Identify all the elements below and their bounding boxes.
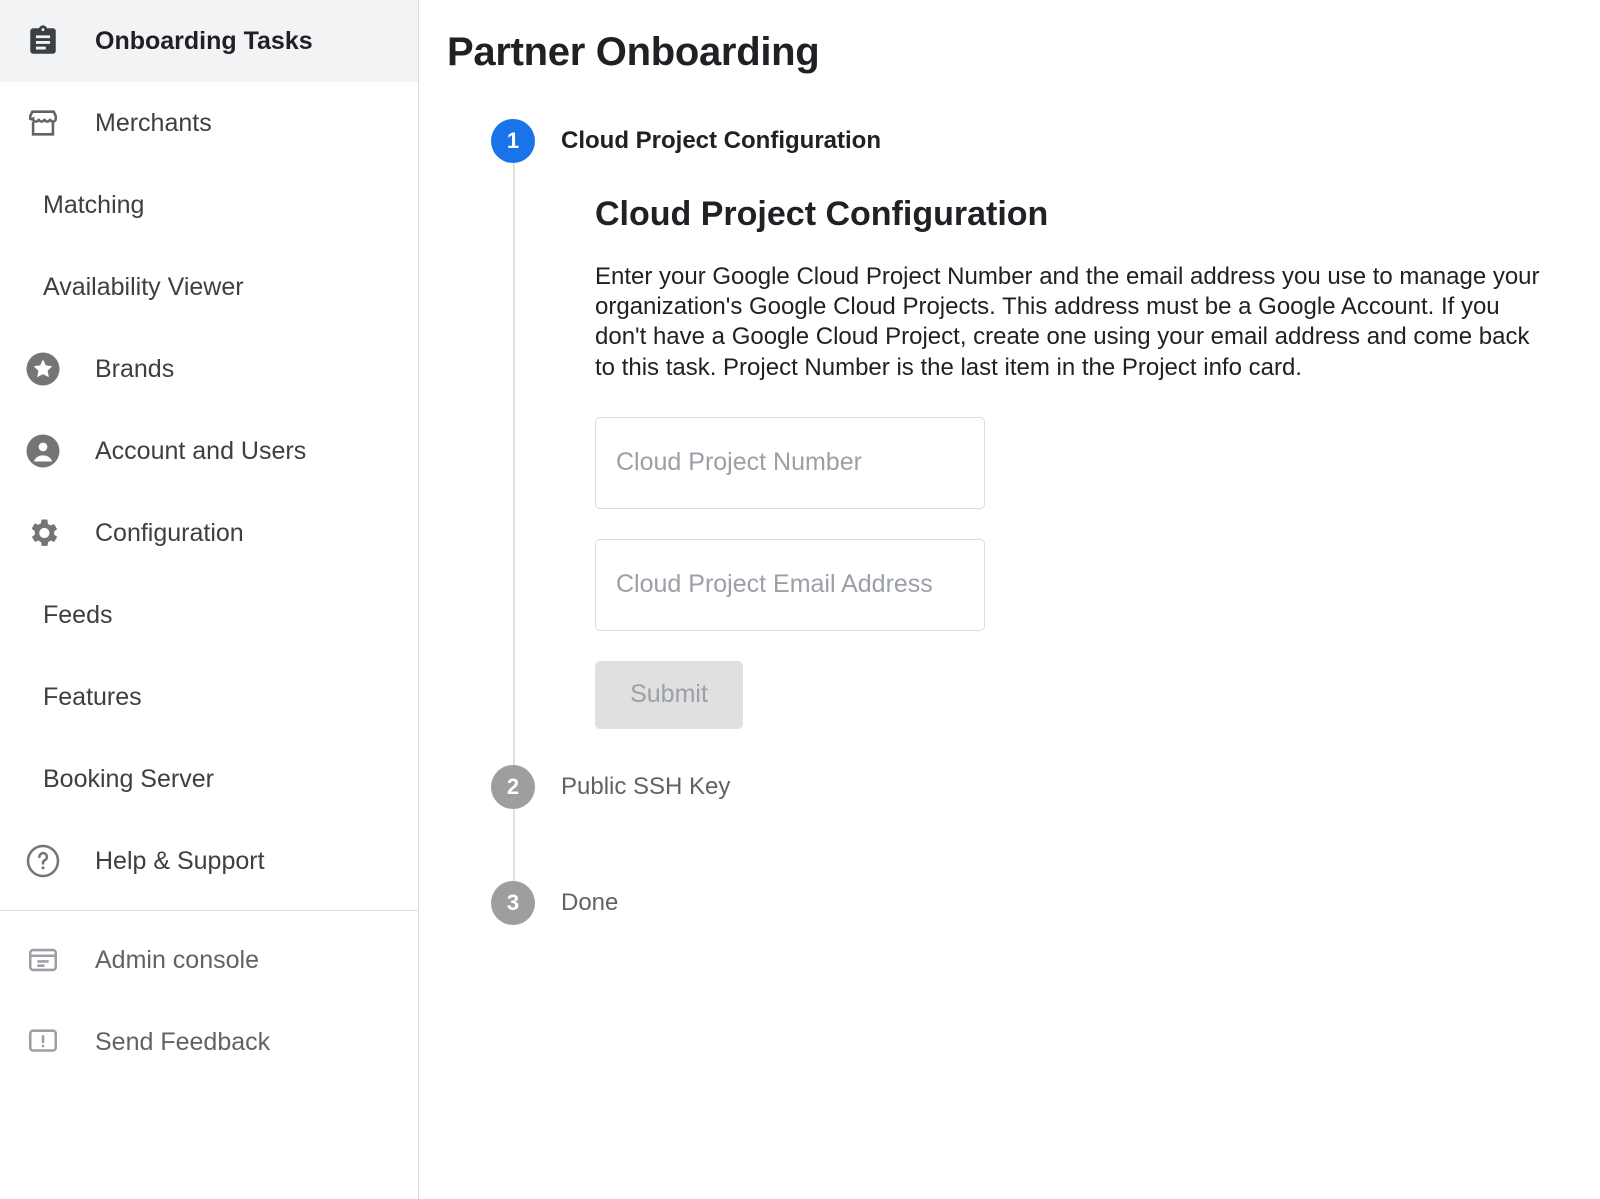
person-icon <box>22 430 64 472</box>
sidebar-item-label: Brands <box>95 354 175 383</box>
sidebar-item-label: Booking Server <box>43 764 214 793</box>
cloud-project-number-input[interactable] <box>595 417 985 509</box>
help-icon <box>22 840 64 882</box>
section-title: Cloud Project Configuration <box>595 195 1049 233</box>
store-icon <box>22 102 64 144</box>
sidebar-item-label: Configuration <box>95 518 244 547</box>
step-done <box>491 881 1600 925</box>
gear-icon <box>22 512 64 554</box>
sidebar-item-brands[interactable] <box>0 328 418 410</box>
step-body <box>513 809 1600 881</box>
submit-button[interactable]: Submit <box>595 661 743 729</box>
step-cloud-project-configuration <box>491 119 1600 765</box>
sidebar-item-admin-console[interactable] <box>0 919 418 1001</box>
sidebar-item-feeds[interactable] <box>0 574 418 656</box>
sidebar-item-label: Help & Support <box>95 846 265 875</box>
step-number-badge: 1 <box>491 119 535 163</box>
sidebar-item-label: Matching <box>43 190 145 219</box>
sidebar-item-features[interactable] <box>0 656 418 738</box>
sidebar-item-label: Feeds <box>43 600 113 629</box>
step-header[interactable] <box>491 765 1600 809</box>
sidebar-item-merchants[interactable] <box>0 82 418 164</box>
sidebar-item-label: Account and Users <box>95 436 307 465</box>
sidebar-item-availability-viewer[interactable] <box>0 246 418 328</box>
sidebar-item-onboarding-tasks[interactable] <box>0 0 418 82</box>
main-content <box>419 0 1600 1199</box>
sidebar-divider <box>0 910 418 911</box>
star-icon <box>22 348 64 390</box>
step-title: Done <box>561 888 619 916</box>
step-number-badge: 2 <box>491 765 535 809</box>
step-header[interactable] <box>491 119 1600 163</box>
cloud-project-email-input[interactable] <box>595 539 985 631</box>
step-number-badge: 3 <box>491 881 535 925</box>
sidebar-item-matching[interactable] <box>0 164 418 246</box>
admin-console-icon <box>22 939 64 981</box>
sidebar-item-label: Onboarding Tasks <box>95 26 313 55</box>
sidebar-item-account-and-users[interactable] <box>0 410 418 492</box>
step-header[interactable] <box>491 881 1600 925</box>
sidebar-item-label: Merchants <box>95 108 212 137</box>
step-title: Public SSH Key <box>561 772 731 800</box>
sidebar <box>0 0 419 1199</box>
sidebar-item-label: Send Feedback <box>95 1027 271 1056</box>
section-description: Enter your Google Cloud Project Number and the email address you use to manage your organization's Google Cloud Projects. This address must be a Google Account. If you don't have a Google Cloud Project, create one using your email address and come back to this task. Project Number is the last item in the Project info card. <box>595 263 1540 381</box>
sidebar-item-label: Admin console <box>95 945 259 974</box>
page-title: Partner Onboarding <box>447 30 820 74</box>
onboarding-stepper <box>491 119 1600 925</box>
sidebar-item-send-feedback[interactable] <box>0 1001 418 1083</box>
sidebar-item-label: Features <box>43 682 142 711</box>
feedback-icon <box>22 1021 64 1063</box>
sidebar-item-help-and-support[interactable] <box>0 820 418 902</box>
sidebar-item-booking-server[interactable] <box>0 738 418 820</box>
step-body <box>513 163 1600 765</box>
clipboard-icon <box>22 20 64 62</box>
sidebar-item-label: Availability Viewer <box>43 272 244 301</box>
step-public-ssh-key <box>491 765 1600 881</box>
sidebar-item-configuration[interactable] <box>0 492 418 574</box>
step-title: Cloud Project Configuration <box>561 127 881 154</box>
